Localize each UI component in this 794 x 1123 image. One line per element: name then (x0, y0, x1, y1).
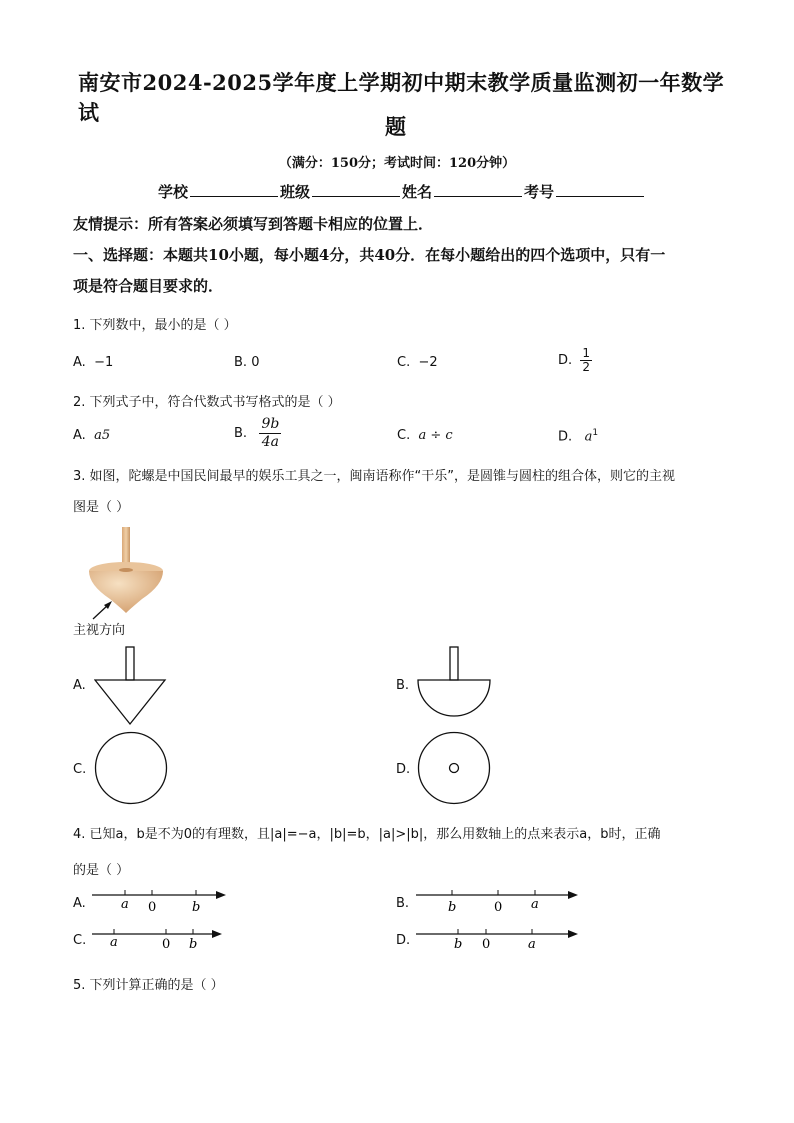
q4-stem-line1: 4. 已知a，b是不为0的有理数，且|a|=−a，|b|=b，|a|>|b|，那么用数轴上的点来表示a，b时，正确 (73, 827, 661, 842)
field-class-blank[interactable] (312, 182, 400, 197)
q4-option-a-numberline[interactable] (90, 885, 230, 915)
point-label: 0 (162, 937, 171, 952)
q1-option-d[interactable]: D. $\frac{1}{2}$ (558, 346, 591, 374)
point-label: b (189, 937, 198, 952)
field-class-label: 班级 (280, 183, 311, 201)
q4-option-d-label[interactable]: D. (396, 933, 411, 948)
point-label: 0 (494, 900, 503, 915)
q2-option-b[interactable]: B. $\frac{9b}{4a}$ (234, 416, 280, 450)
field-id-blank[interactable] (556, 182, 644, 197)
point-label: a (110, 935, 118, 950)
q3-stem-line1: 3. 如图，陀螺是中国民间最早的娱乐工具之一，闽南语称作“干乐”，是圆锥与圆柱的组合体，则它的主视 (73, 469, 676, 484)
info-fields (158, 181, 646, 202)
point-label: 0 (482, 937, 491, 952)
q3-option-b-label[interactable]: B. (396, 678, 410, 693)
q2-option-a[interactable]: A. a5 (73, 428, 111, 443)
exam-title-line1: 南安市2024-2025学年度上学期初中期末教学质量监测初一年数学试 (78, 70, 725, 125)
q3-option-c-label[interactable]: C. (73, 762, 87, 777)
q3-option-b-figure[interactable] (417, 646, 493, 724)
field-id-label: 考号 (524, 183, 555, 201)
exam-subtitle: （满分：150分；考试时间：120分钟） (278, 156, 516, 171)
point-label: a (121, 897, 129, 912)
q3-option-a-figure[interactable] (94, 646, 168, 726)
q1-option-b[interactable]: B. 0 (234, 355, 260, 370)
q2-stem: 2. 下列式子中，符合代数式书写格式的是（ ） (73, 395, 341, 410)
field-name-label: 姓名 (402, 183, 433, 201)
q3-option-d-label[interactable]: D. (396, 762, 411, 777)
exam-title-line2: 题 (385, 114, 407, 139)
q1-option-c[interactable]: C. −2 (397, 355, 438, 370)
q4-option-b-label[interactable]: B. (396, 896, 410, 911)
point-label: a (531, 897, 539, 912)
q4-stem-line2: 的是（ ） (73, 863, 130, 878)
q2-option-d[interactable]: D. $a^1$ (558, 428, 599, 445)
q5-stem: 5. 下列计算正确的是（ ） (73, 978, 224, 993)
point-label: a (528, 937, 536, 952)
q2-option-c[interactable]: C. a ÷ c (397, 428, 453, 443)
point-label: b (192, 900, 201, 915)
q4-option-b-numberline[interactable] (414, 885, 584, 915)
q4-option-d-numberline[interactable] (414, 924, 584, 954)
field-name-blank[interactable] (434, 182, 522, 197)
view-direction-caption: 主视方向 (73, 623, 126, 638)
section1-line2: 项是符合题目要求的． (73, 277, 224, 295)
point-label: 0 (148, 900, 157, 915)
point-label: b (454, 937, 463, 952)
field-school-blank[interactable] (190, 182, 278, 197)
notice-text: 友情提示：所有答案必须填写到答题卡相应的位置上． (73, 215, 434, 233)
q3-stem-line2: 图是（ ） (73, 500, 130, 515)
q1-stem: 1. 下列数中，最小的是（ ） (73, 318, 237, 333)
field-school-label: 学校 (158, 183, 189, 201)
q3-option-c-figure[interactable] (94, 731, 168, 805)
q4-option-c-label[interactable]: C. (73, 933, 87, 948)
q3-option-a-label[interactable]: A. (73, 678, 86, 693)
q1-option-a[interactable]: A. −1 (73, 355, 114, 370)
q4-option-c-numberline[interactable] (90, 924, 225, 954)
point-label: b (448, 900, 457, 915)
q3-option-d-figure[interactable] (417, 731, 491, 805)
section1-line1: 一、选择题：本题共10小题，每小题4分，共40分．在每小题给出的四个选项中，只有一 (73, 246, 666, 264)
q4-option-a-label[interactable]: A. (73, 896, 86, 911)
